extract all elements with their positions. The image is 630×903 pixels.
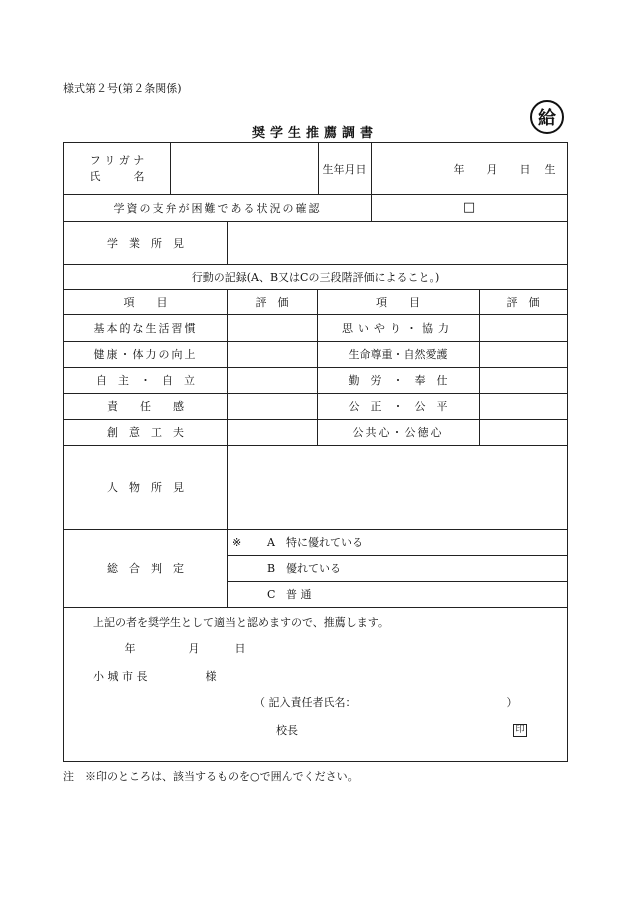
difficulty-label: 学資の支弁が困難である状況の確認 [113,201,322,215]
col-eval-left: 評 価 [255,295,289,309]
writer-name-field[interactable] [384,693,504,711]
rec-month-label: 月 [188,642,200,655]
col-item-right: 項 目 [376,295,420,309]
overall-mark: ※ [232,535,242,549]
difficulty-checkbox[interactable]: □ [462,200,476,215]
behavior-item-left: 自 主 ・ 自 立 [96,374,195,387]
grade-text: 優れている [286,562,341,575]
col-eval-right: 評 価 [506,295,540,309]
personality-field[interactable] [228,445,567,529]
behavior-item-left: 責 任 感 [107,400,184,413]
grade-letter[interactable]: C [267,587,276,601]
behavior-heading: 行動の記録(A、B又はCの三段階評価によること。) [191,270,440,284]
evaluation-cell-left[interactable] [228,315,317,341]
behavior-item-right: 勤 労 ・ 奉 仕 [348,374,448,387]
evaluation-cell-left[interactable] [228,342,317,367]
behavior-item-left: 健康・体力の向上 [93,348,198,361]
evaluation-cell-right[interactable] [480,315,567,341]
birth-month-label: 月 [486,162,498,176]
academic-field[interactable] [228,221,567,264]
recommendation-form [63,142,568,762]
evaluation-cell-right[interactable] [480,420,567,445]
birth-day-label: 日 [519,162,531,176]
name-field[interactable] [171,143,318,194]
name-label: 氏 名 [89,170,145,183]
addressee: 小 城 市 長 [93,670,148,683]
grade-text: 普 通 [286,588,312,601]
rec-year-label: 年 [124,642,136,655]
behavior-item-right: 生命尊重・自然愛護 [348,348,448,361]
overall-label: 総 合 判 定 [107,562,184,575]
grade-letter[interactable]: A [267,535,275,549]
academic-label: 学 業 所 見 [107,236,184,250]
birth-year-label: 年 [453,162,465,176]
evaluation-cell-right[interactable] [480,342,567,367]
col-item-left: 項 目 [123,295,168,309]
writer-name-label: （ 記入責任者氏名： [254,696,357,709]
behavior-item-left: 基本的な生活習慣 [93,321,198,335]
rec-day-label: 日 [234,642,246,655]
birth-suffix-label: 生 [544,162,556,176]
writer-close-paren: ） [506,696,518,709]
grade-letter[interactable]: B [267,561,276,575]
evaluation-cell-left[interactable] [228,420,317,445]
birth-date-label: 生年月日 [322,162,367,176]
form-number: 様式第２号(第２条関係) [63,82,182,95]
furigana-label: フ リ ガ ナ [89,154,145,167]
evaluation-cell-right[interactable] [480,368,567,393]
behavior-item-left: 創 意 工 夫 [107,426,184,439]
stamp-placeholder [510,721,530,739]
behavior-item-right: 公 正 ・ 公 平 [348,400,448,413]
recommendation-statement: 上記の者を奨学生として適当と認めますので、推薦します。 [93,616,389,629]
evaluation-cell-right[interactable] [480,394,567,419]
behavior-item-right: 思いやり・協力 [342,321,454,335]
footnote: 注 ※印のところは、該当するものを○で囲んでください。 [63,770,359,783]
grade-text: 特に優れている [286,536,363,549]
behavior-item-right: 公共心・公徳心 [352,426,444,439]
principal-label: 校長 [276,724,298,737]
honorific: 様 [205,670,217,683]
form-title: 奨学生推薦調書 [251,126,378,141]
personality-label: 人 物 所 見 [107,481,184,494]
evaluation-cell-left[interactable] [228,368,317,393]
stamp-mark: 印 [515,724,525,735]
evaluation-cell-left[interactable] [228,394,317,419]
benefit-seal: 給 [530,100,564,134]
